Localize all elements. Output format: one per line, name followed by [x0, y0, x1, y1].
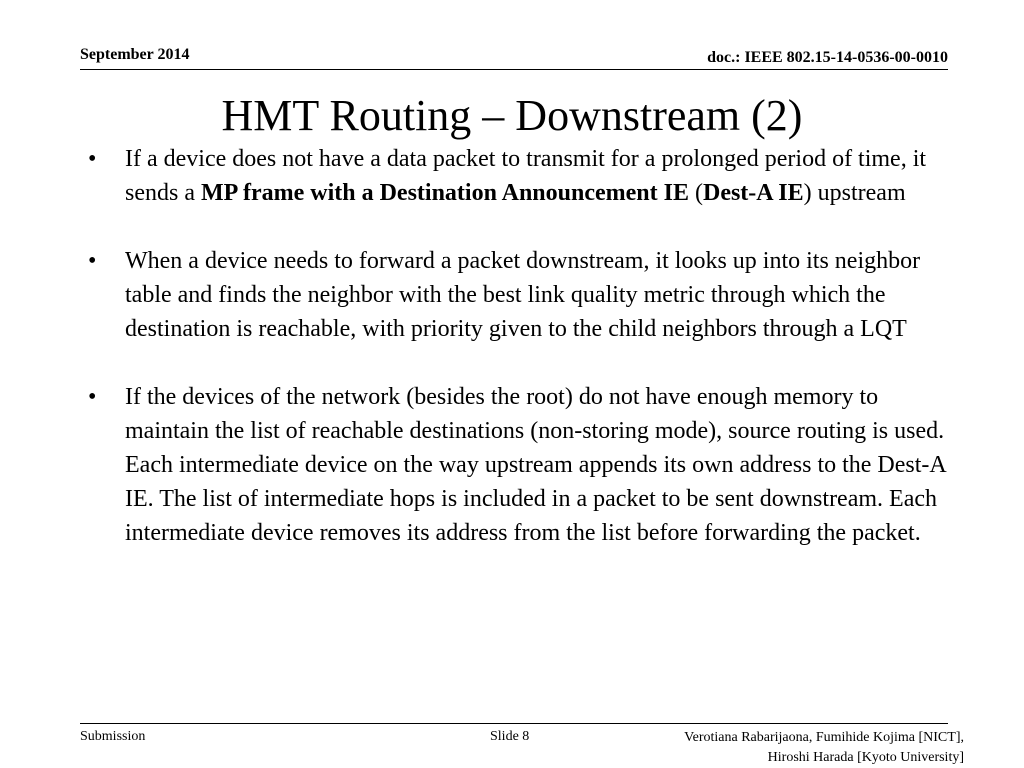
bullet-marker: •	[88, 146, 97, 172]
bullet-bold-term: MP frame with a Destination Announcement IE	[200, 180, 689, 206]
footer-submission: Submission	[80, 729, 146, 744]
bullet-item	[88, 142, 948, 210]
bullet-marker: •	[88, 384, 97, 410]
footer-divider	[80, 723, 948, 724]
bullet-text-part: ) upstream	[803, 180, 906, 206]
header-divider	[80, 69, 948, 70]
bullet-marker: •	[88, 248, 97, 274]
footer-authors-line: Verotiana Rabarijaona, Fumihide Kojima [NICT],	[684, 730, 964, 745]
bullet-text: If the devices of the network (besides the root) do not have enough memory to maintain the list of reachable destinations (non-storing mode), source routing is used. Each intermediate device on the way upstream appends its own address to the Dest-A IE. The list of intermediate hops is included in a packet to be sent downstream. Each intermediate device removes its address from the list before forwarding the packet.	[125, 384, 946, 546]
bullet-list	[88, 142, 948, 550]
slide-title: HMT Routing – Downstream (2)	[221, 91, 803, 140]
bullet-item	[88, 380, 948, 550]
header-date: September 2014	[80, 46, 190, 63]
bullet-item	[88, 244, 948, 346]
footer-authors	[684, 728, 964, 768]
bullet-text: When a device needs to forward a packet downstream, it looks up into its neighbor table and finds the neighbor with the best link quality metric through which the destination is reachable, with priority given to the child neighbors through a LQT	[125, 248, 921, 342]
bullet-text	[125, 146, 926, 206]
bullet-bold-term: Dest-A IE	[702, 180, 804, 206]
bullet-text-part: If a device does not have a data packet to transmit for a prolonged period of time, it sends a	[125, 146, 927, 206]
footer-authors-line: Hiroshi Harada [Kyoto University]	[767, 750, 964, 765]
header-doc-id: doc.: IEEE 802.15-14-0536-00-0010	[707, 49, 948, 66]
footer-slide-number: Slide 8	[490, 729, 530, 744]
bullet-text-part: (	[688, 180, 703, 206]
